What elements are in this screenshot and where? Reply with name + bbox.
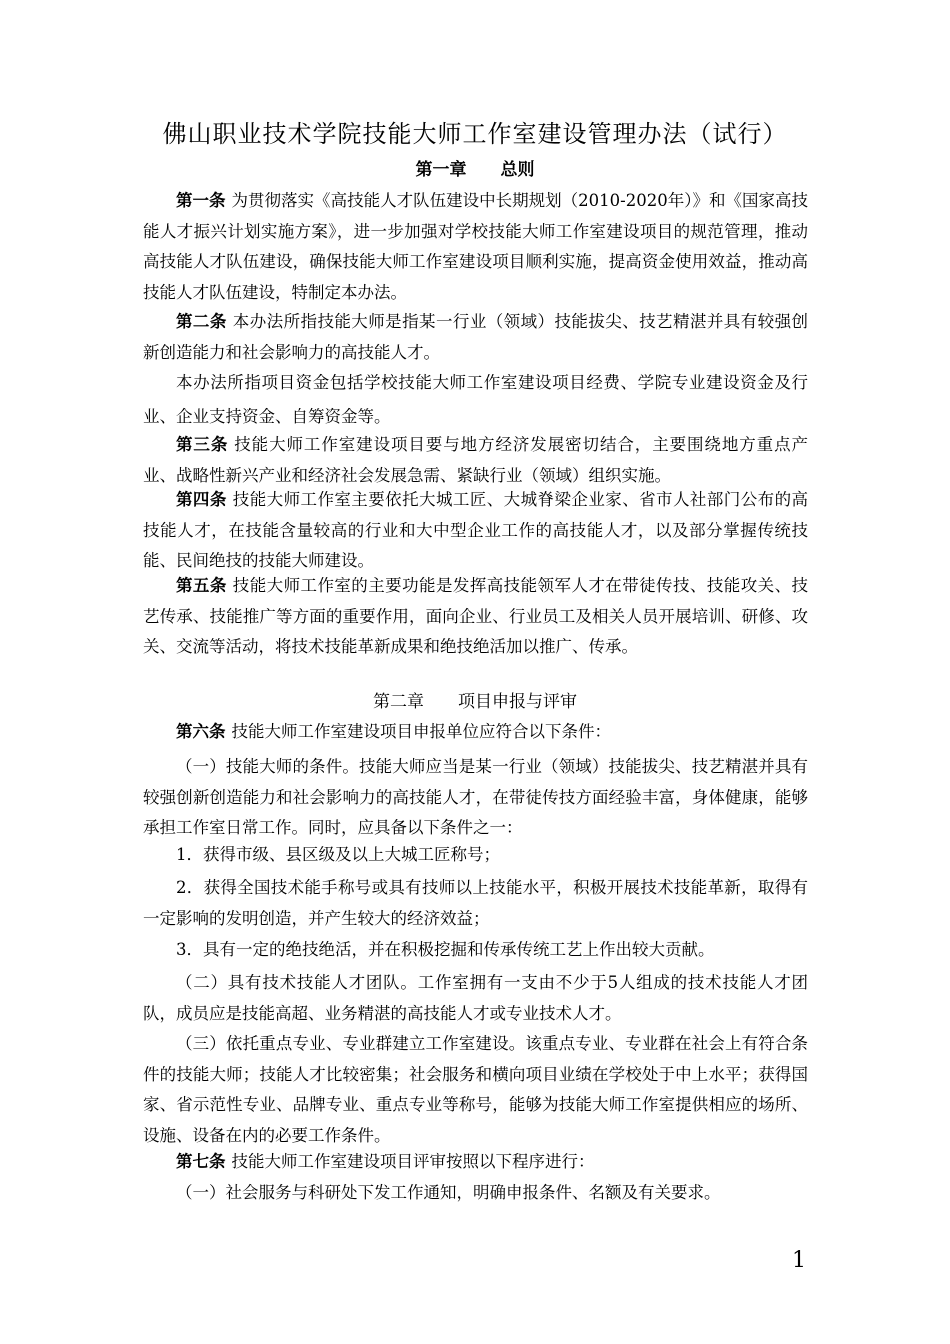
chapter-1-heading: 第一章 总则 bbox=[415, 160, 535, 180]
article-3-text: 技能大师工作室建设项目要与地方经济发展密切结合，主要围绕地方重点产业、战略性新兴产业和经济社会发展急需、紧缺行业（领域）组织实施。 bbox=[143, 435, 809, 485]
article-3 bbox=[143, 430, 808, 491]
article-7-text: 技能大师工作室建设项目评审按照以下程序进行： bbox=[231, 1152, 595, 1171]
article-6 bbox=[143, 717, 808, 748]
article-2-text: 本办法所指技能大师是指某一行业（领域）技能拔尖、技艺精湛并具有较强创新创造能力和社会影响力的高技能人才。 bbox=[143, 312, 809, 362]
article-7 bbox=[143, 1147, 808, 1178]
article-6-clause-1-item-1: 1．获得市级、县区级及以上大城工匠称号； bbox=[176, 845, 500, 864]
article-6-clause-1: （一）技能大师的条件。技能大师应当是某一行业（领域）技能拔尖、技艺精湛并具有较强创新创造能力和社会影响力的高技能人才，在带徒传技方面经验丰富，身体健康，能够承担工作室日常工作。同时，应具备以下条件之一： bbox=[143, 757, 808, 838]
article-5 bbox=[143, 571, 808, 663]
article-1-text: 为贯彻落实《高技能人才队伍建设中长期规划（2010-2020年）》和《国家高技能人才振兴计划实施方案》，进一步加强对学校技能大师工作室建设项目的规范管理，推动高技能人才队伍建设，确保技能大师工作室建设项目顺利实施，提高资金使用效益，推动高技能人才队伍建设，特制定本办法。 bbox=[143, 191, 809, 302]
article-2 bbox=[143, 307, 808, 368]
article-6-text: 技能大师工作室建设项目申报单位应符合以下条件： bbox=[231, 722, 611, 741]
article-2-paragraph-2: 本办法所指项目资金包括学校技能大师工作室建设项目经费、学院专业建设资金及行业、企业支持资金、自筹资金等。 bbox=[143, 373, 808, 426]
page-number: 1 bbox=[792, 1248, 806, 1273]
article-6-clause-3: （三）依托重点专业、专业群建立工作室建设。该重点专业、专业群在社会上有符合条件的技能大师；技能人才比较密集；社会服务和横向项目业绩在学校处于中上水平；获得国家、省示范性专业、品牌专业、重点专业等称号，能够为技能大师工作室提供相应的场所、设施、设备在内的必要工作条件。 bbox=[143, 1034, 808, 1145]
document-title: 佛山职业技术学院技能大师工作室建设管理办法（试行） bbox=[162, 120, 788, 148]
article-4 bbox=[143, 485, 808, 577]
article-5-text: 技能大师工作室的主要功能是发挥高技能领军人才在带徒传技、技能攻关、技艺传承、技能推广等方面的重要作用，面向企业、行业员工及相关人员开展培训、研修、攻关、交流等活动，将技术技能革新成果和绝技绝活加以推广、传承。 bbox=[143, 576, 809, 657]
article-6-clause-1-item-2: 2．获得全国技术能手称号或具有技师以上技能水平，积极开展技术技能革新，取得有一定影响的发明创造，并产生较大的经济效益； bbox=[143, 878, 808, 928]
article-7-clause-1: （一）社会服务与科研处下发工作通知，明确申报条件、名额及有关要求。 bbox=[176, 1183, 721, 1202]
article-1-label: 第一条 bbox=[176, 191, 226, 210]
article-4-label: 第四条 bbox=[176, 490, 227, 509]
article-5-label: 第五条 bbox=[176, 576, 227, 595]
article-6-label: 第六条 bbox=[176, 722, 226, 741]
article-3-label: 第三条 bbox=[176, 435, 229, 454]
article-6-clause-1-item-3: 3．具有一定的绝技绝活，并在积极挖掘和传承传统工艺上作出较大贡献。 bbox=[176, 940, 715, 959]
chapter-2-heading: 第二章 项目申报与评审 bbox=[373, 692, 577, 712]
article-7-label: 第七条 bbox=[176, 1152, 226, 1171]
article-1 bbox=[143, 186, 808, 308]
article-2-label: 第二条 bbox=[176, 312, 227, 331]
article-4-text: 技能大师工作室主要依托大城工匠、大城脊梁企业家、省市人社部门公布的高技能人才，在技能含量较高的行业和大中型企业工作的高技能人才，以及部分掌握传统技能、民间绝技的技能大师建设。 bbox=[143, 490, 809, 571]
article-6-clause-2: （二）具有技术技能人才团队。工作室拥有一支由不少于5人组成的技术技能人才团队，成员应是技能高超、业务精湛的高技能人才或专业技术人才。 bbox=[143, 973, 808, 1023]
